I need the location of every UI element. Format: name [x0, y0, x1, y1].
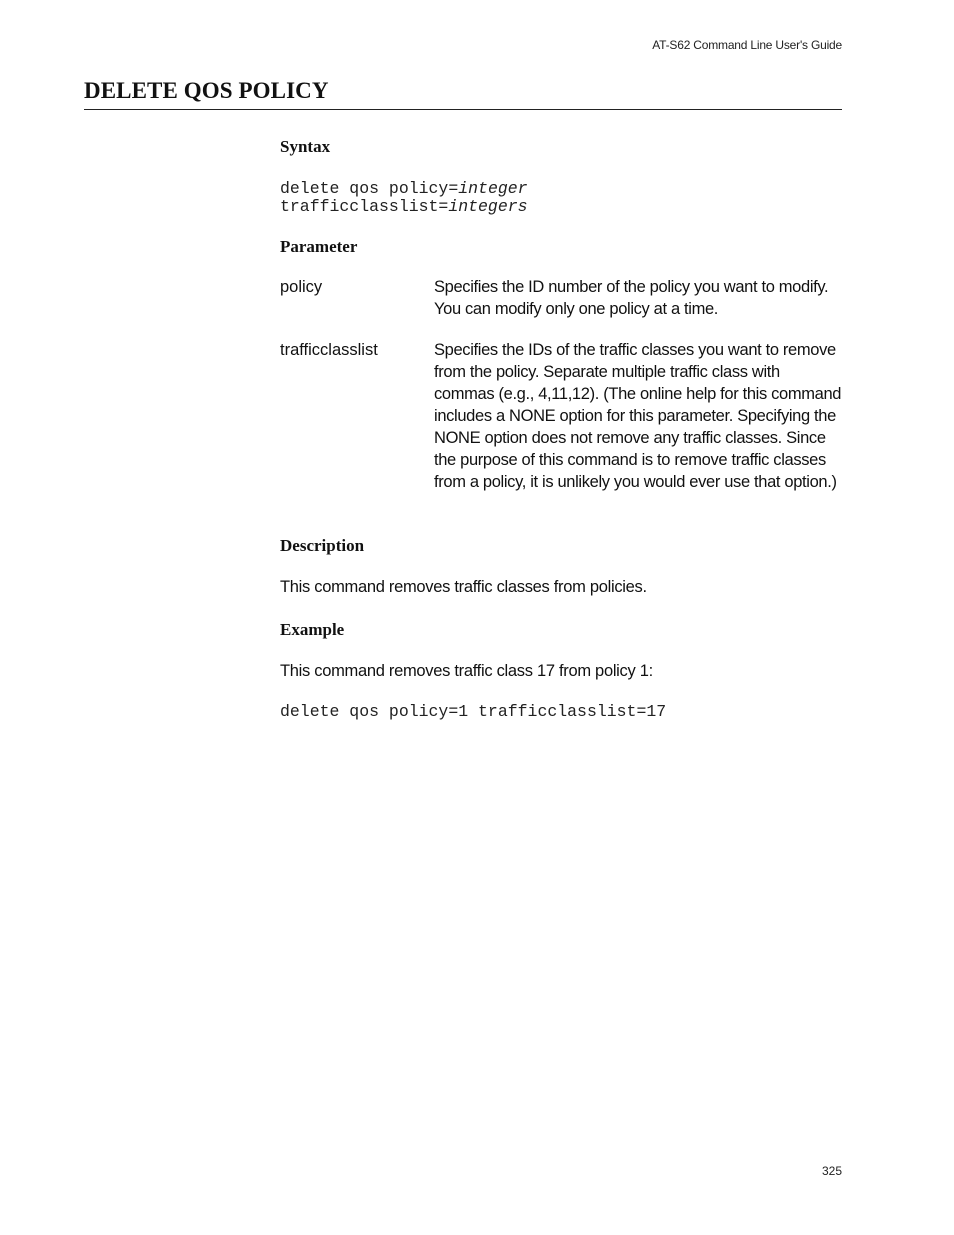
param-name-trafficclasslist: trafficclasslist: [280, 341, 378, 359]
param-desc-trafficclasslist: Specifies the IDs of the traffic classes you want to remove from the policy. Separate multiple traffic class with commas (e.g., 4,11,12). (The online help for this command includes a NONE option for this parameter. Specifying the NONE option does not remove any traffic classes. Since the purpose of this command is to remove traffic classes from a policy, it is unlikely you would ever use that option.): [434, 341, 842, 491]
syntax-arg-2: integers: [448, 197, 528, 216]
page-title: DELETE QOS POLICY: [84, 78, 329, 103]
param-desc-policy: Specifies the ID number of the policy you want to modify. You can modify only one policy at a time.: [434, 278, 829, 318]
running-header: AT-S62 Command Line User's Guide: [652, 38, 842, 52]
syntax-heading: Syntax: [280, 137, 331, 156]
syntax-command-1: delete qos policy=: [280, 179, 459, 198]
description-text: This command removes traffic classes from policies.: [280, 578, 647, 596]
page-number: 325: [821, 1164, 842, 1178]
example-heading: Example: [280, 620, 345, 639]
syntax-command-2: trafficclasslist=: [280, 197, 449, 216]
param-name-policy: policy: [280, 278, 323, 296]
parameter-heading: Parameter: [280, 237, 358, 256]
title-rule: [84, 109, 842, 110]
syntax-line-2: [280, 198, 528, 216]
description-heading: Description: [280, 536, 365, 555]
example-text: This command removes traffic class 17 from policy 1:: [280, 662, 653, 680]
syntax-line-1: [280, 180, 528, 198]
syntax-arg-1: integer: [458, 179, 528, 198]
example-code: delete qos policy=1 trafficclasslist=17: [280, 702, 667, 721]
